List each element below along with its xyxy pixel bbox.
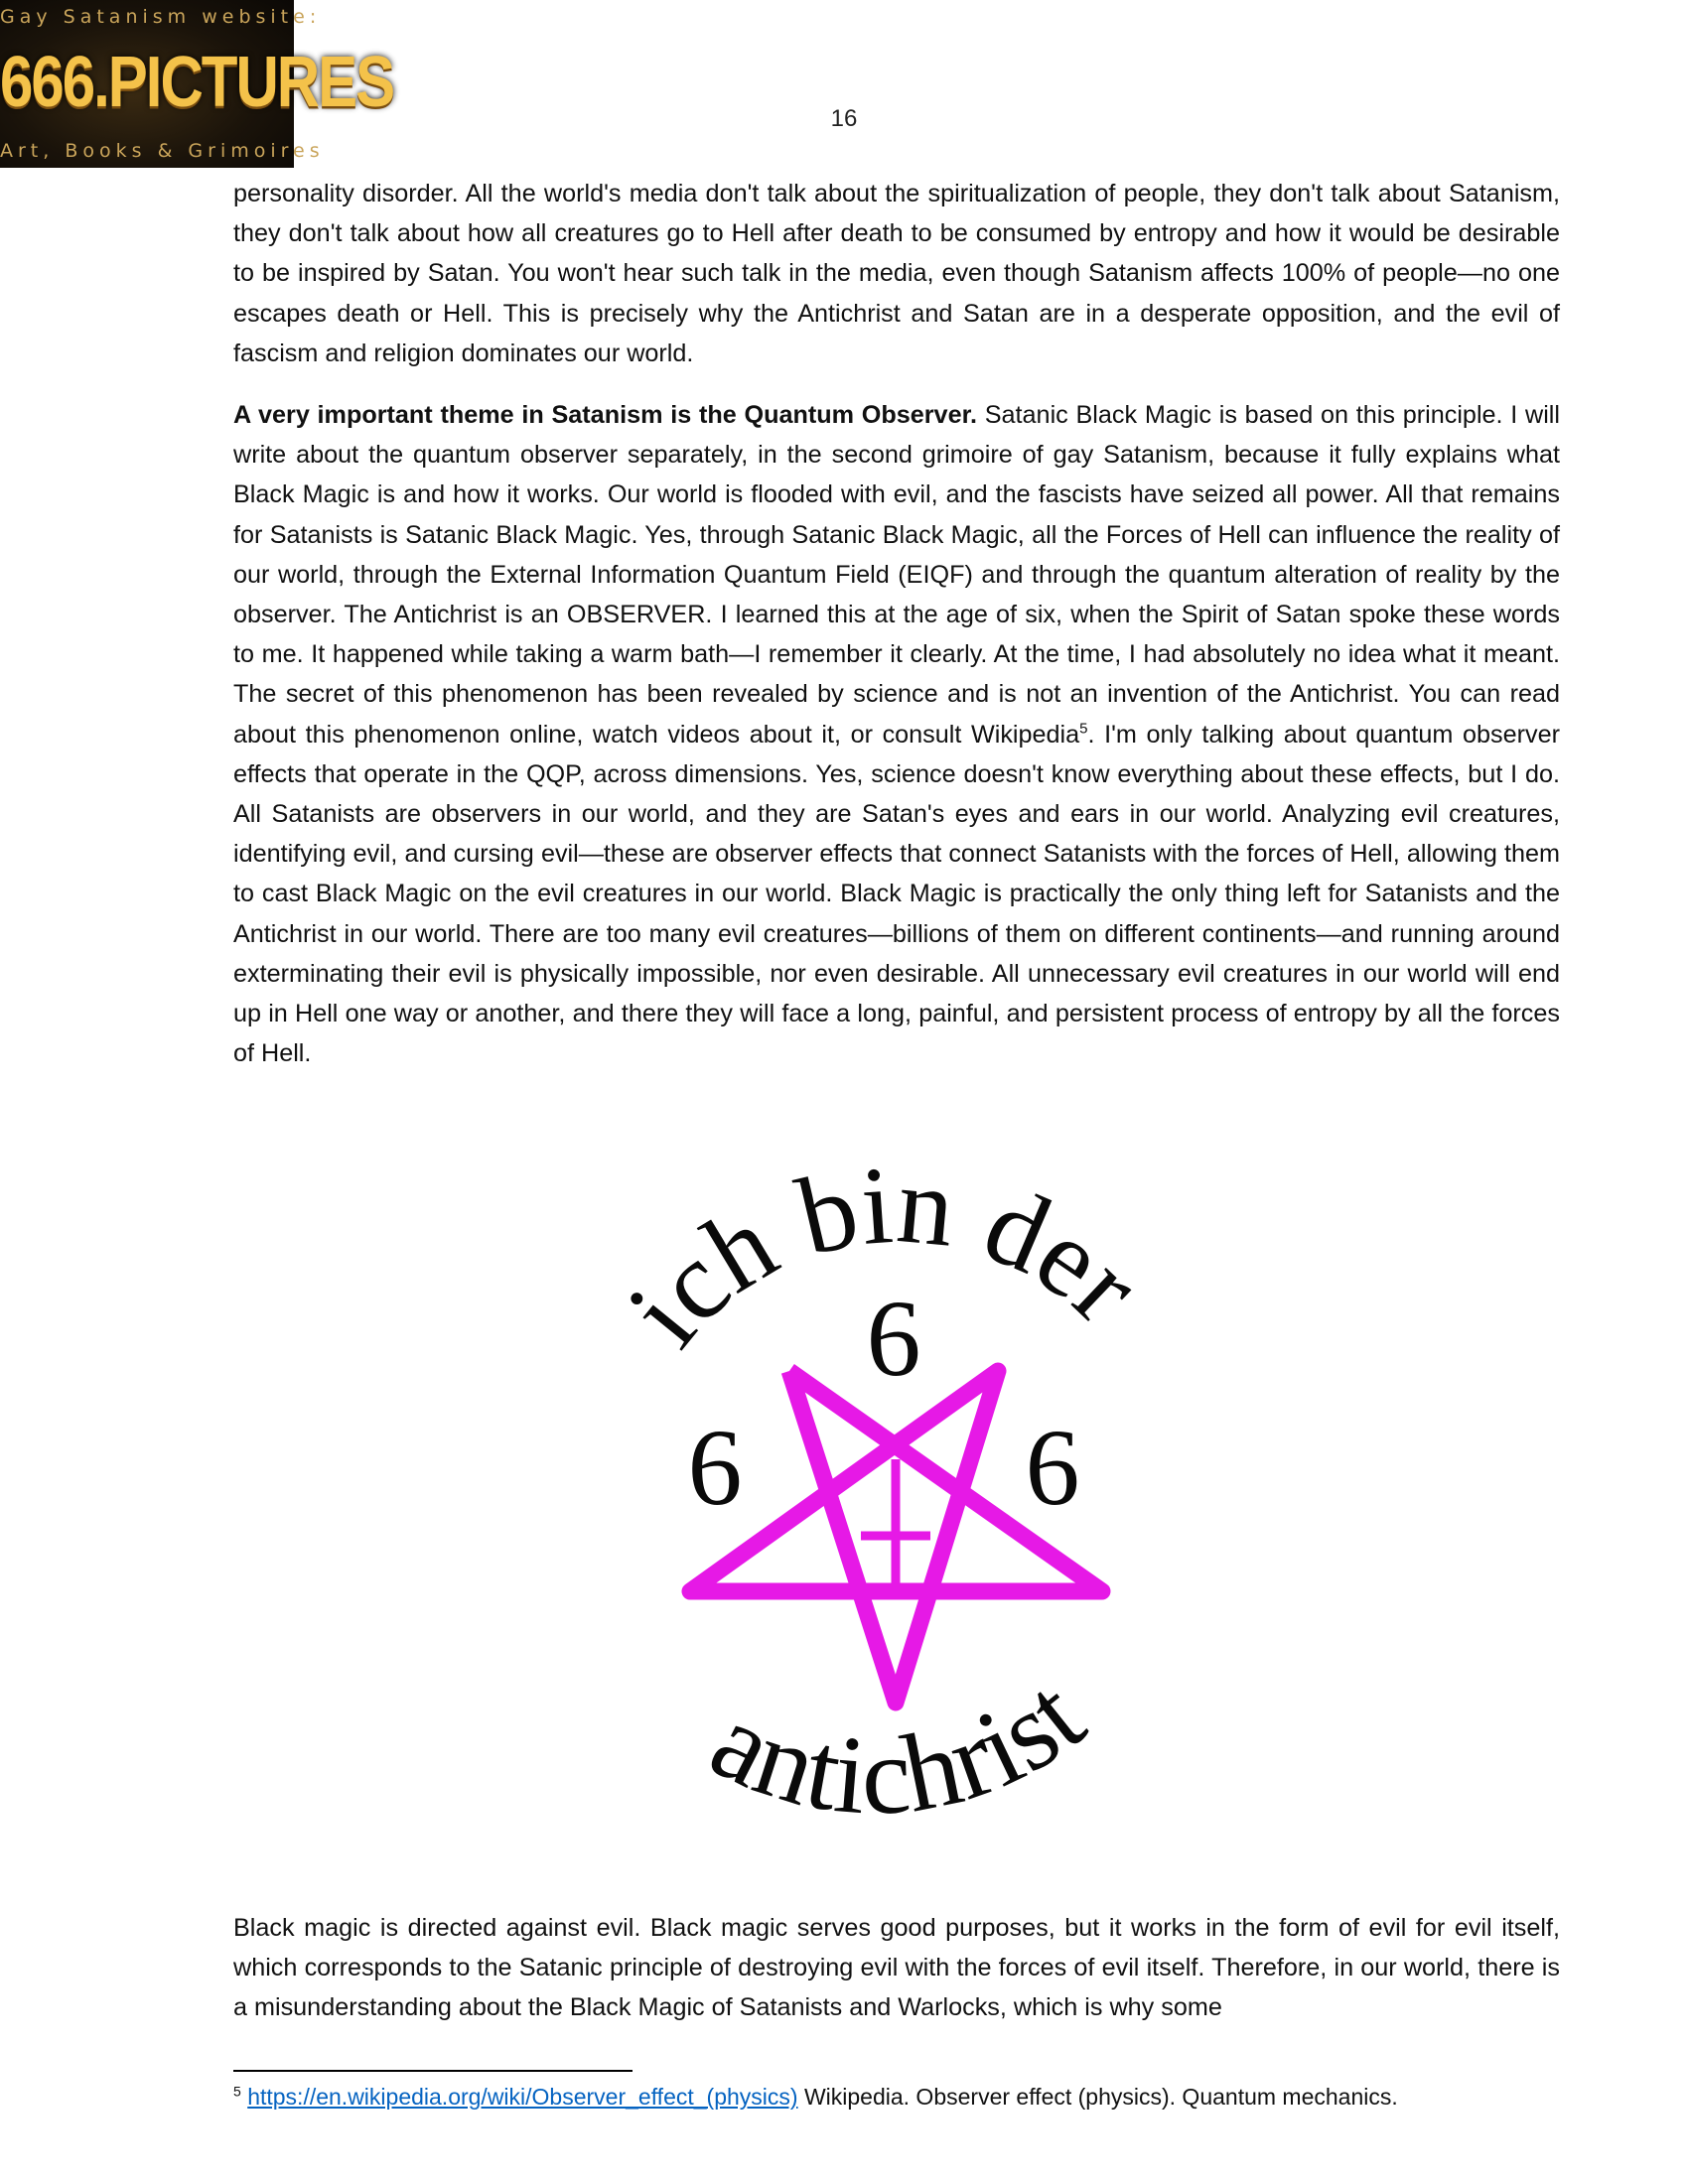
site-logo[interactable] [0, 0, 394, 168]
logo-top-text: Gay Satanism website: [0, 6, 322, 28]
emblem-digit-right: 6 [1025, 1407, 1080, 1528]
footnote [233, 2084, 1623, 2111]
paragraph-1-text: personality disorder. All the world's media don't talk about the spiritualization of people, they don't talk about Satanism, they don't talk about how all creatures go to Hell after death to be consumed by entropy and how it would be desirable to be inspired by Satan. You won't hear such talk in the media, even though Satanism affects 100% of people—no one escapes death or Hell. This is precisely why the Antichrist and Satan are in a desperate opposition, and the evil of fascism and religion dominates our world. [233, 180, 1560, 367]
paragraph-2 [233, 395, 1560, 1073]
footnote-reference[interactable]: 5 [1079, 720, 1088, 738]
paragraph-3-text: Black magic is directed against evil. Black magic serves good purposes, but it works in the form of evil for evil itself, which corresponds to the Satanic principle of destroying evil with the forces of evil itself. Therefore, in our world, there is a misunderstanding about the Black Magic of Satanists and Warlocks, which is why some [233, 1914, 1560, 2022]
paragraph-1 [233, 174, 1560, 373]
paragraph-3 [233, 1908, 1560, 2028]
paragraph-2-bold-lead: A very important theme in Satanism is the Quantum Observer. [233, 401, 977, 429]
footnote-separator [233, 2070, 633, 2072]
emblem-digit-top: 6 [866, 1278, 921, 1399]
footnote-number: 5 [233, 2083, 241, 2100]
paragraph-2-text-after-footnote: . I'm only talking about quantum observer effects that operate in the QQP, across dimensions. Yes, science doesn't know everything about these effects, but I do. All Satanists are observers in our world, and they are Satan's eyes and ears in our world. Analyzing evil creatures, identifying evil, and cursing evil—these are observer effects that connect Satanists with the forces of Hell, allowing them to cast Black Magic on the evil creatures in our world. Black Magic is practically the only thing left for Satanists and the Antichrist in our world. There are too many evil creatures—billions of them on different continents—and running around exterminating their evil is physically impossible, nor even desirable. All unnecessary evil creatures in our world will end up in Hell one way or another, and there they will face a long, painful, and persistent process of entropy by all the forces of Hell. [233, 720, 1560, 1068]
paragraph-2-text-before-footnote: Satanic Black Magic is based on this principle. I will write about the quantum observer separately, in the second grimoire of gay Satanism, because it fully explains what Black Magic is and how it works. Our world is flooded with evil, and the fascists have seized all power. All that remains for Satanists is Satanic Black Magic. Yes, through Satanic Black Magic, all the Forces of Hell can influence the reality of our world, through the External Information Quantum Field (EIQF) and through the quantum alteration of reality by the observer. The Antichrist is an OBSERVER. I learned this at the age of six, when the Spirit of Satan spoke these words to me. It happened while taking a warm bath—I remember it clearly. At the time, I had absolutely no idea what it meant. The secret of this phenomenon has been revealed by science and is not an invention of the Antichrist. You can read about this phenomenon online, watch videos about it, or consult Wikipedia [233, 401, 1560, 749]
footnote-text: Wikipedia. Observer effect (physics). Quantum mechanics. [797, 2084, 1398, 2110]
footnote-link[interactable]: https://en.wikipedia.org/wiki/Observer_effect_(physics) [247, 2084, 798, 2110]
logo-bottom-text: Art, Books & Grimoires [0, 140, 325, 162]
inverted-cross-icon [861, 1459, 930, 1583]
paragraph-2-text [233, 395, 1560, 1073]
page-number: 16 [830, 105, 858, 132]
emblem-digit-left: 6 [687, 1407, 743, 1528]
antichrist-emblem [576, 1127, 1211, 1881]
emblem-top-arc-text: ich bin der [604, 1143, 1164, 1369]
emblem-bottom-arc-text: antichrist [693, 1655, 1106, 1839]
logo-main-text: 666.PICTURES [0, 42, 394, 122]
